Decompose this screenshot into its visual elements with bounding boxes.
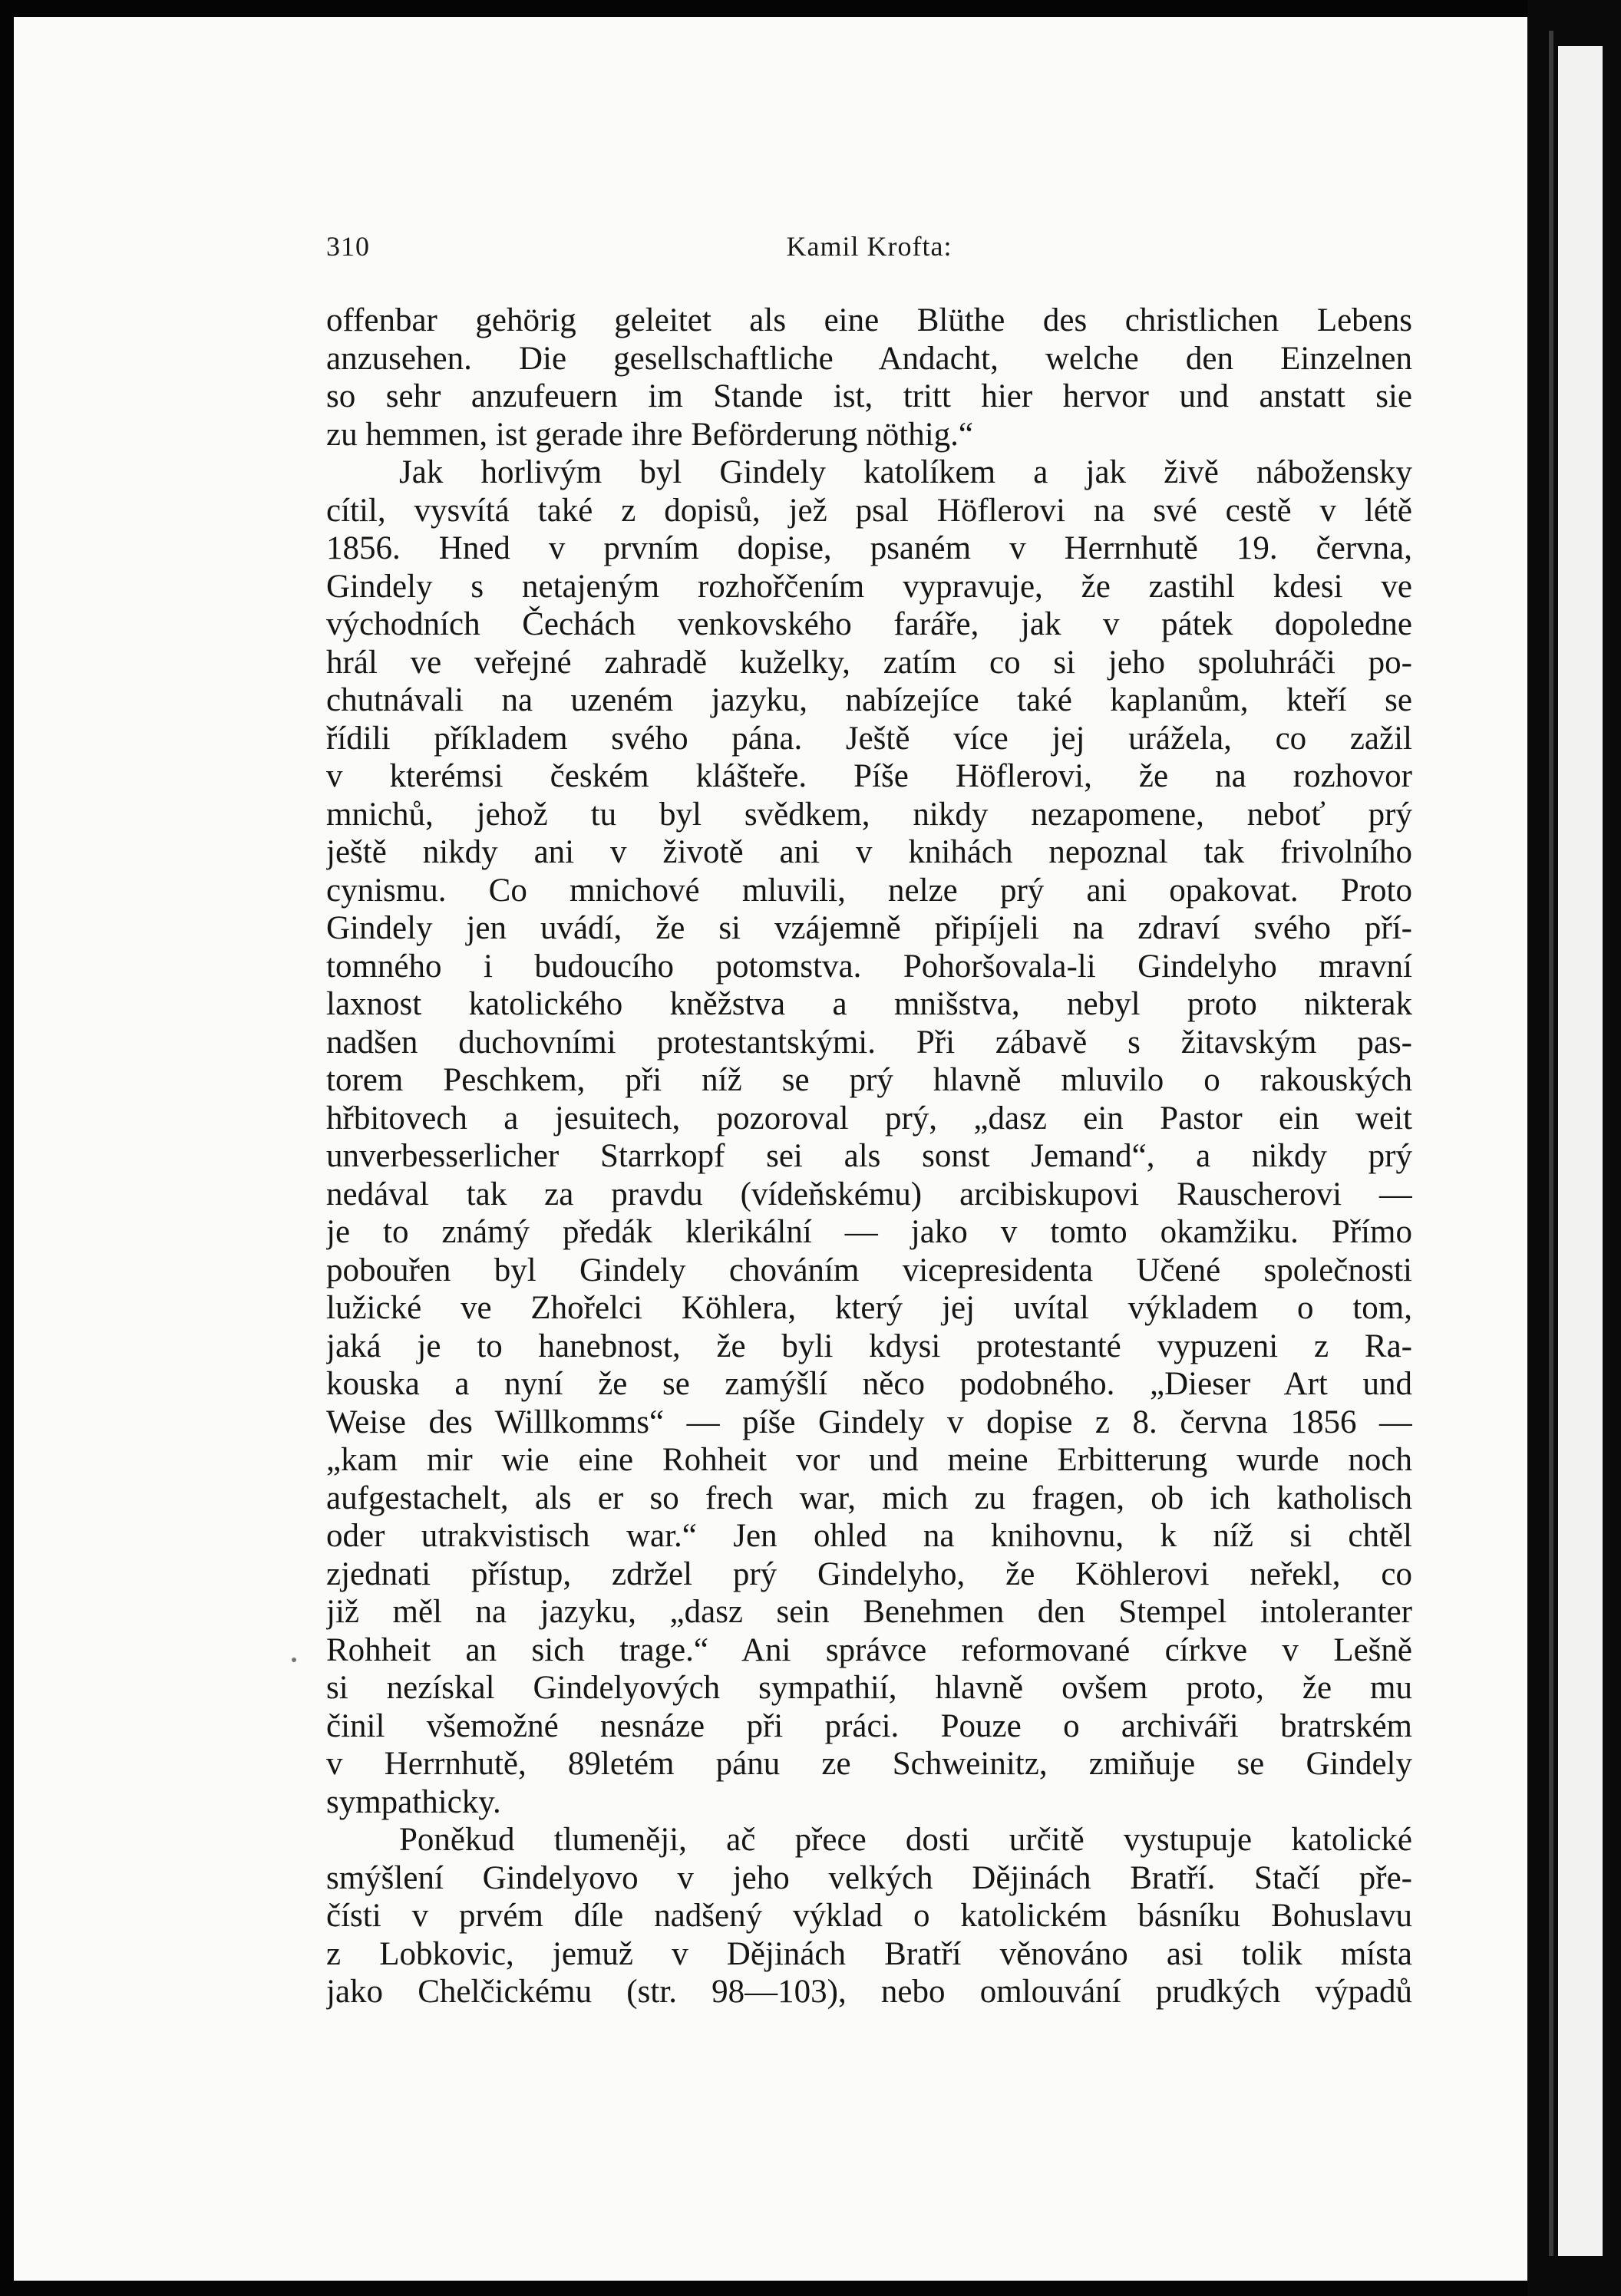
text-line: jaká je to hanebnost, že byli kdysi protestanté vypuzeni z Ra- (326, 1328, 1412, 1364)
text-line: oder utrakvistisch war.“ Jen ohled na knihovnu, k níž si chtěl (326, 1518, 1412, 1554)
page-number: 310 (326, 231, 370, 262)
spine-edge (1549, 31, 1553, 2256)
text-line: hrál ve veřejné zahradě kuželky, zatím co si jeho spoluhráči po- (326, 644, 1412, 681)
page-header (326, 230, 1412, 269)
text-line: „kam mir wie eine Rohheit vor und meine Erbitterung wurde noch (326, 1442, 1412, 1478)
text-line: torem Peschkem, při níž se prý hlavně mluvilo o rakouských (326, 1062, 1412, 1098)
text-line: kouska a nyní že se zamýšlí něco podobného. „Dieser Art und (326, 1366, 1412, 1402)
text-line: tomného i budoucího potomstva. Pohoršovala-li Gindelyho mravní (326, 948, 1412, 985)
text-line: z Lobkovic, jemuž v Dějinách Bratří věnováno asi tolik místa (326, 1935, 1412, 1972)
text-line: laxnost katolického kněžstva a mnišstva, nebyl proto nikterak (326, 986, 1412, 1022)
text-line: nedával tak za pravdu (vídeňskému) arcibiskupovi Rauscherovi — (326, 1176, 1412, 1212)
text-line: so sehr anzufeuern im Stande ist, tritt hier hervor und anstatt sie (326, 378, 1412, 414)
text-line: unverbesserlicher Starrkopf sei als sonst Jemand“, a nikdy prý (326, 1138, 1412, 1174)
text-line: zu hemmen, ist gerade ihre Beförderung nöthig.“ (326, 416, 973, 453)
text-line: lužické ve Zhořelci Köhlera, který jej uvítal výkladem o tom, (326, 1290, 1412, 1326)
text-line: ještě nikdy ani v životě ani v knihách nepoznal tak frivolního (326, 834, 1412, 870)
text-line: cynismu. Co mnichové mluvili, nelze prý ani opakovat. Proto (326, 872, 1412, 909)
text-line: čísti v prvém díle nadšený výklad o katolickém básníku Bohuslavu (326, 1898, 1412, 1934)
text-line: sympathicky. (326, 1783, 501, 1820)
text-line: v kterémsi českém klášteře. Píše Höflerovi, že na rozhovor (326, 758, 1412, 794)
text-line: zjednati přístup, zdržel prý Gindelyho, že Köhlerovi neřekl, co (326, 1555, 1412, 1592)
text-line: si nezískal Gindelyových sympathií, hlavně ovšem proto, že mu (326, 1670, 1412, 1706)
text-line: již měl na jazyku, „dasz sein Benehmen den Stempel intoleranter (326, 1594, 1412, 1630)
body-text (326, 302, 1412, 2011)
text-line: mnichů, jehož tu byl svědkem, nikdy nezapomene, neboť prý (326, 796, 1412, 833)
text-line: cítil, vysvítá také z dopisů, jež psal Höflerovi na své cestě v létě (326, 492, 1412, 529)
text-line: nadšen duchovními protestantskými. Při zábavě s žitavským pas- (326, 1024, 1412, 1061)
text-line: v Herrnhutě, 89letém pánu ze Schweinitz, zmiňuje se Gindely (326, 1746, 1412, 1782)
text-line: Jak horlivým byl Gindely katolíkem a jak živě nábožensky (399, 454, 1412, 490)
text-line: hřbitovech a jesuitech, pozoroval prý, „dasz ein Pastor ein weit (326, 1100, 1412, 1136)
text-line: 1856. Hned v prvním dopise, psaném v Herrnhutě 19. června, (326, 530, 1412, 566)
text-line: Weise des Willkomms“ — píše Gindely v dopise z 8. června 1856 — (326, 1404, 1412, 1440)
text-line: činil všemožné nesnáze při práci. Pouze o archiváři bratrském (326, 1707, 1412, 1744)
text-line: pobouřen byl Gindely chováním vicepresidenta Učené společnosti (326, 1252, 1412, 1288)
text-line: východních Čechách venkovského faráře, jak v pátek dopoledne (326, 606, 1412, 642)
text-line: Poněkud tlumeněji, ač přece dosti určitě vystupuje katolické (399, 1822, 1412, 1858)
text-line: jako Chelčickému (str. 98—103), nebo omlouvání prudkých výpadů (326, 1974, 1412, 2010)
text-line: offenbar gehörig geleitet als eine Blüthe des christlichen Lebens (326, 302, 1412, 338)
facing-page-edge (1558, 46, 1603, 2256)
text-line: je to známý předák klerikální — jako v tomto okamžiku. Přímo (326, 1214, 1412, 1250)
text-line: anzusehen. Die gesellschaftliche Andacht, welche den Einzelnen (326, 340, 1412, 377)
text-line: chutnávali na uzeném jazyku, nabízejíce také kaplanům, kteří se (326, 682, 1412, 718)
text-line: Gindely s netajeným rozhořčením vypravuje, že zastihl kdesi ve (326, 568, 1412, 605)
text-line: řídili příkladem svého pána. Ještě více jej urážela, co zažil (326, 720, 1412, 757)
text-line: aufgestachelt, als er so frech war, mich zu fragen, ob ich katholisch (326, 1480, 1412, 1516)
text-line: Rohheit an sich trage.“ Ani správce reformované církve v Lešně (326, 1631, 1412, 1668)
scan-speck (292, 1658, 296, 1662)
text-line: Gindely jen uvádí, že si vzájemně připíjeli na zdraví svého pří- (326, 910, 1412, 946)
text-line: smýšlení Gindelyovo v jeho velkých Dějinách Bratří. Stačí pře- (326, 1859, 1412, 1896)
running-head: Kamil Krofta: (786, 231, 952, 262)
